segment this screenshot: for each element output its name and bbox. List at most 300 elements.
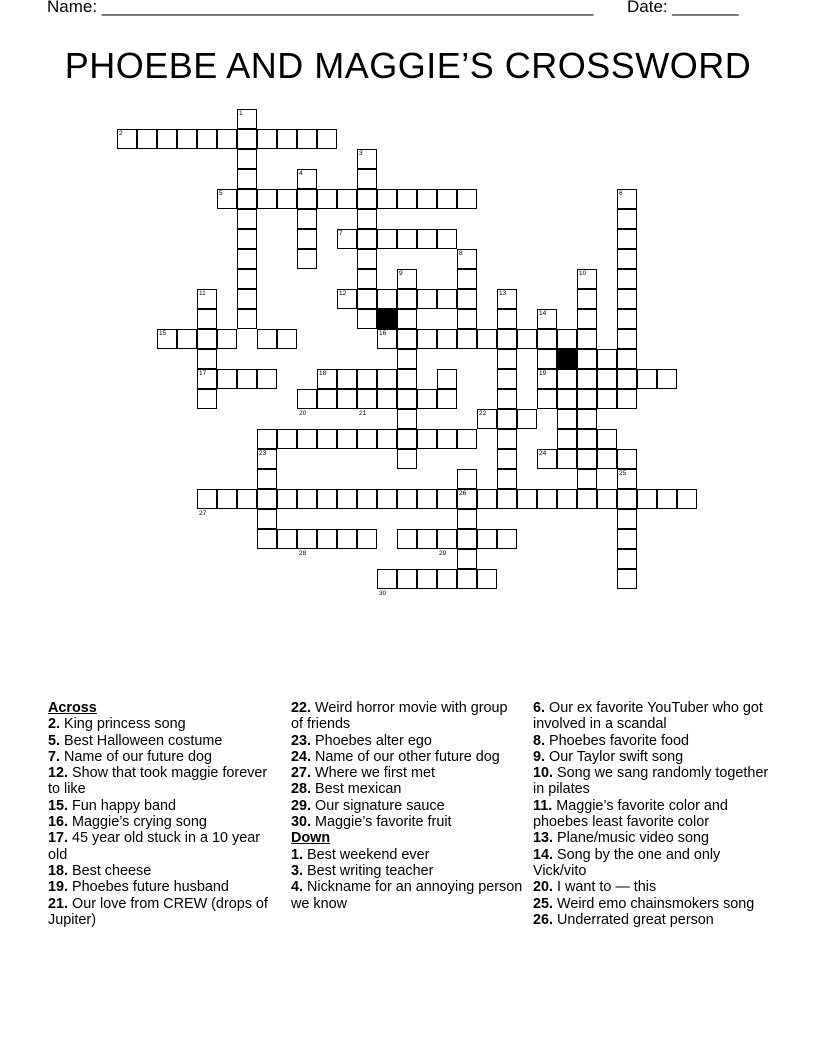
grid-cell[interactable] (357, 369, 377, 389)
grid-cell[interactable] (297, 209, 317, 229)
grid-cell[interactable] (617, 569, 637, 589)
clue-text: I want to — this (557, 879, 657, 896)
grid-cell[interactable] (217, 369, 237, 389)
grid-cell[interactable] (437, 329, 457, 349)
grid-cell[interactable] (577, 369, 597, 389)
grid-cell[interactable] (417, 189, 437, 209)
grid-cell[interactable] (457, 509, 477, 529)
clue-number: 8. (533, 732, 546, 749)
grid-cell[interactable] (337, 529, 357, 549)
grid-cell[interactable] (357, 309, 377, 329)
clue-number: 18. (48, 862, 69, 879)
grid-cell[interactable] (537, 329, 557, 349)
grid-cell[interactable] (237, 189, 257, 209)
grid-cell[interactable] (257, 329, 277, 349)
clue-item (291, 700, 523, 733)
grid-cell[interactable] (457, 569, 477, 589)
grid-cell[interactable] (357, 429, 377, 449)
grid-cell[interactable] (637, 369, 657, 389)
clue-number-label: 14 (539, 310, 547, 317)
grid-cell[interactable] (357, 209, 377, 229)
grid-cell[interactable] (617, 369, 637, 389)
grid-cell[interactable] (417, 329, 437, 349)
grid-cell[interactable] (317, 189, 337, 209)
clue-number-label: 5 (219, 190, 223, 197)
grid-cell[interactable] (377, 429, 397, 449)
grid-cell[interactable] (417, 229, 437, 249)
grid-cell[interactable] (557, 369, 577, 389)
grid-cell[interactable] (577, 489, 597, 509)
grid-cell[interactable] (597, 349, 617, 369)
grid-cell[interactable] (397, 229, 417, 249)
grid-cell[interactable] (237, 149, 257, 169)
grid-cell[interactable] (337, 429, 357, 449)
grid-cell[interactable] (577, 309, 597, 329)
grid-cell[interactable] (557, 429, 577, 449)
grid-cell[interactable] (457, 289, 477, 309)
grid-cell[interactable] (377, 229, 397, 249)
grid-cell[interactable] (277, 189, 297, 209)
grid-cell[interactable] (217, 129, 237, 149)
clue-number-label: 15 (159, 330, 167, 337)
grid-cell[interactable] (577, 349, 597, 369)
grid-cell[interactable] (277, 489, 297, 509)
grid-cell[interactable] (577, 329, 597, 349)
grid-cell[interactable] (237, 209, 257, 229)
grid-cell[interactable] (257, 509, 277, 529)
clue-number-label: 19 (539, 370, 547, 377)
clue-number: 6. (533, 700, 546, 716)
grid-cell[interactable] (437, 369, 457, 389)
grid-cell[interactable] (497, 329, 517, 349)
clue-text: Name of our other future dog (315, 748, 500, 765)
grid-cell[interactable] (397, 309, 417, 329)
grid-cell[interactable] (477, 569, 497, 589)
clue-item (48, 879, 280, 895)
grid-cell[interactable] (437, 189, 457, 209)
grid-cell[interactable] (237, 169, 257, 189)
grid-cell[interactable] (297, 129, 317, 149)
clue-number: 20. (533, 879, 554, 896)
clue-text: Maggie’s crying song (72, 814, 207, 831)
grid-cell[interactable] (317, 129, 337, 149)
grid-cell[interactable] (217, 489, 237, 509)
clue-number: 26. (533, 911, 554, 928)
clue-item (291, 781, 523, 797)
grid-cell[interactable] (237, 289, 257, 309)
grid-cell[interactable] (357, 269, 377, 289)
clue-item (48, 733, 280, 749)
page-title: PHOEBE AND MAGGIE’S CROSSWORD (64, 45, 752, 86)
clue-number-label: 16 (379, 330, 387, 337)
date-field-line: Date: _______ (627, 0, 739, 16)
grid-cell[interactable] (317, 529, 337, 549)
grid-cell[interactable] (317, 489, 337, 509)
clue-text: Maggie’s favorite fruit (315, 814, 452, 831)
grid-cell[interactable] (457, 469, 477, 489)
clue-number-label: 18 (319, 370, 327, 377)
grid-cell[interactable] (477, 329, 497, 349)
name-field-line: Name: ____________________________________________________ (47, 0, 594, 16)
grid-cell[interactable] (197, 329, 217, 349)
grid-cell[interactable] (357, 189, 377, 209)
clue-number: 17. (48, 830, 69, 847)
grid-cell[interactable] (537, 349, 557, 369)
grid-cell[interactable] (397, 369, 417, 389)
grid-cell[interactable] (437, 429, 457, 449)
grid-cell[interactable] (257, 469, 277, 489)
clue-number-label: 8 (459, 250, 463, 257)
clue-number: 15. (48, 797, 69, 814)
clue-number: 25. (533, 895, 554, 912)
grid-cell[interactable] (257, 489, 277, 509)
grid-cell[interactable] (197, 349, 217, 369)
clue-text: Nickname for an annoying person we know (291, 879, 523, 912)
grid-cell[interactable] (297, 429, 317, 449)
grid-cell[interactable] (417, 489, 437, 509)
grid-cell[interactable] (517, 489, 537, 509)
grid-cell[interactable] (297, 249, 317, 269)
clue-number: 21. (48, 895, 69, 912)
clue-number-label: 12 (339, 290, 347, 297)
grid-cell[interactable] (337, 489, 357, 509)
clue-number-label: 27 (199, 510, 207, 517)
grid-cell[interactable] (197, 309, 217, 329)
grid-cell[interactable] (577, 449, 597, 469)
grid-cell[interactable] (297, 229, 317, 249)
grid-cell[interactable] (297, 389, 317, 409)
clue-text: Song we sang randomly together in pilates (533, 765, 769, 798)
grid-cell[interactable] (497, 349, 517, 369)
clue-number-label: 25 (619, 470, 627, 477)
grid-cell[interactable] (417, 289, 437, 309)
clue-number-label: 10 (579, 270, 587, 277)
clue-text: Weird horror movie with group of friends (291, 700, 508, 733)
clue-item (48, 765, 280, 798)
clue-text: Our ex favorite YouTuber who got involved in a scandal (533, 700, 763, 733)
grid-cell[interactable] (337, 369, 357, 389)
grid-cell[interactable] (617, 209, 637, 229)
clue-item (48, 814, 280, 830)
clue-number: 24. (291, 748, 312, 765)
clue-number: 1. (291, 846, 304, 863)
grid-cell[interactable] (497, 449, 517, 469)
clue-number-label: 20 (299, 410, 307, 417)
grid-cell[interactable] (417, 429, 437, 449)
grid-cell[interactable] (437, 569, 457, 589)
clue-number: 27. (291, 765, 312, 782)
grid-cell[interactable] (397, 529, 417, 549)
grid-cell[interactable] (397, 329, 417, 349)
clue-item (533, 879, 773, 895)
grid-cell[interactable] (277, 329, 297, 349)
clue-text: Best mexican (315, 781, 402, 798)
clue-number-label: 6 (619, 190, 623, 197)
grid-cell[interactable] (377, 369, 397, 389)
grid-cell[interactable] (357, 389, 377, 409)
grid-cell[interactable] (277, 429, 297, 449)
grid-cell[interactable] (357, 249, 377, 269)
grid-cell[interactable] (577, 289, 597, 309)
grid-cell[interactable] (557, 389, 577, 409)
grid-cell[interactable] (437, 389, 457, 409)
grid-cell[interactable] (577, 409, 597, 429)
grid-cell[interactable] (437, 489, 457, 509)
grid-cell[interactable] (397, 389, 417, 409)
clue-item (48, 716, 280, 732)
grid-cell[interactable] (617, 449, 637, 469)
grid-cell[interactable] (457, 549, 477, 569)
grid-cell[interactable] (297, 189, 317, 209)
clue-number-label: 26 (459, 490, 467, 497)
clue-number-label: 28 (299, 550, 307, 557)
clue-number-label: 4 (299, 170, 303, 177)
grid-cell[interactable] (377, 569, 397, 589)
clue-text: Plane/music video song (557, 830, 710, 847)
grid-cell[interactable] (437, 529, 457, 549)
clue-item (48, 749, 280, 765)
clue-text: Where we first met (315, 765, 435, 782)
grid-cell[interactable] (497, 429, 517, 449)
grid-cell[interactable] (337, 389, 357, 409)
grid-cell[interactable] (597, 449, 617, 469)
grid-cell[interactable] (357, 489, 377, 509)
grid-cell[interactable] (257, 369, 277, 389)
grid-cell[interactable] (377, 289, 397, 309)
grid-cell[interactable] (617, 249, 637, 269)
grid-cell[interactable] (377, 389, 397, 409)
clue-text: Song by the one and only Vick/vito (533, 846, 721, 879)
clue-number: 12. (48, 765, 69, 782)
clue-number: 3. (291, 862, 304, 879)
grid-cell[interactable] (557, 409, 577, 429)
grid-cell[interactable] (257, 129, 277, 149)
grid-cell[interactable] (317, 429, 337, 449)
grid-cell[interactable] (177, 329, 197, 349)
grid-cell[interactable] (397, 409, 417, 429)
clues-column-1 (48, 700, 280, 928)
grid-cell[interactable] (197, 129, 217, 149)
grid-cell[interactable] (597, 369, 617, 389)
grid-cell[interactable] (577, 429, 597, 449)
grid-cell[interactable] (397, 569, 417, 589)
clue-item (291, 879, 523, 912)
grid-cell[interactable] (677, 489, 697, 509)
clue-text: Fun happy band (72, 797, 177, 814)
clue-number-label: 1 (239, 110, 243, 117)
grid-cell[interactable] (197, 489, 217, 509)
grid-cell[interactable] (597, 429, 617, 449)
grid-cell[interactable] (397, 489, 417, 509)
clue-number-label: 17 (199, 370, 207, 377)
clue-number: 2. (48, 716, 61, 733)
grid-cell[interactable] (597, 389, 617, 409)
clue-number-label: 13 (499, 290, 507, 297)
section-heading-across: Across (48, 700, 97, 716)
clue-number: 7. (48, 748, 61, 765)
clue-number: 29. (291, 797, 312, 814)
grid-black-cell (557, 349, 577, 369)
grid-cell[interactable] (237, 249, 257, 269)
clue-item (533, 700, 773, 733)
grid-cell[interactable] (257, 429, 277, 449)
clue-number: 16. (48, 814, 69, 831)
grid-cell[interactable] (557, 489, 577, 509)
grid-cell[interactable] (497, 309, 517, 329)
grid-cell[interactable] (237, 309, 257, 329)
grid-cell[interactable] (457, 529, 477, 549)
grid-cell[interactable] (497, 529, 517, 549)
clue-item (291, 765, 523, 781)
grid-cell[interactable] (277, 529, 297, 549)
grid-cell[interactable] (497, 369, 517, 389)
clue-text: Best cheese (72, 862, 152, 879)
clue-item (48, 830, 280, 863)
clue-number-label: 11 (199, 290, 206, 297)
grid-cell[interactable] (337, 189, 357, 209)
clue-number: 30. (291, 814, 312, 831)
clue-text: Best weekend ever (307, 846, 430, 863)
grid-cell[interactable] (237, 269, 257, 289)
grid-cell[interactable] (137, 129, 157, 149)
clue-number: 23. (291, 732, 312, 749)
grid-cell[interactable] (617, 389, 637, 409)
grid-cell[interactable] (397, 449, 417, 469)
grid-cell[interactable] (237, 369, 257, 389)
grid-cell[interactable] (257, 189, 277, 209)
grid-cell[interactable] (617, 509, 637, 529)
clue-item (291, 733, 523, 749)
grid-cell[interactable] (357, 289, 377, 309)
clue-text: Phoebes alter ego (315, 732, 432, 749)
clue-text: Best writing teacher (307, 862, 434, 879)
grid-cell[interactable] (457, 189, 477, 209)
grid-cell[interactable] (537, 389, 557, 409)
grid-cell[interactable] (157, 129, 177, 149)
clue-item (533, 830, 773, 846)
grid-cell[interactable] (457, 329, 477, 349)
grid-cell[interactable] (237, 489, 257, 509)
grid-cell[interactable] (597, 489, 617, 509)
grid-cell[interactable] (417, 389, 437, 409)
clue-text: Maggie’s favorite color and phoebes least favorite color (533, 797, 728, 831)
grid-cell[interactable] (217, 329, 237, 349)
grid-cell[interactable] (477, 529, 497, 549)
grid-cell[interactable] (537, 489, 557, 509)
grid-cell[interactable] (557, 329, 577, 349)
grid-cell[interactable] (497, 409, 517, 429)
clue-number-label: 22 (479, 410, 487, 417)
grid-cell[interactable] (257, 529, 277, 549)
clue-item (291, 814, 523, 830)
grid-cell[interactable] (617, 529, 637, 549)
grid-cell[interactable] (617, 309, 637, 329)
clue-text: 45 year old stuck in a 10 year old (48, 830, 261, 863)
grid-cell[interactable] (617, 269, 637, 289)
grid-cell[interactable] (297, 529, 317, 549)
grid-cell[interactable] (197, 389, 217, 409)
grid-cell[interactable] (417, 569, 437, 589)
grid-cell[interactable] (617, 289, 637, 309)
grid-cell[interactable] (397, 189, 417, 209)
clue-number-label: 30 (379, 590, 387, 597)
clue-number: 5. (48, 732, 61, 749)
clue-number: 22. (291, 700, 312, 716)
clue-number-label: 3 (359, 150, 363, 157)
clue-item (291, 847, 523, 863)
grid-cell[interactable] (617, 329, 637, 349)
grid-cell[interactable] (397, 289, 417, 309)
clue-number: 14. (533, 846, 554, 863)
grid-cell[interactable] (457, 269, 477, 289)
grid-cell[interactable] (237, 129, 257, 149)
grid-cell[interactable] (437, 289, 457, 309)
grid-cell[interactable] (317, 389, 337, 409)
clue-text: Phoebes favorite food (549, 732, 690, 749)
grid-cell[interactable] (557, 449, 577, 469)
clue-item (533, 749, 773, 765)
clue-number: 28. (291, 781, 312, 798)
clue-item (533, 847, 773, 880)
grid-cell[interactable] (397, 429, 417, 449)
grid-black-cell (377, 309, 397, 329)
grid-cell[interactable] (457, 309, 477, 329)
grid-cell[interactable] (397, 349, 417, 369)
clue-number-label: 29 (439, 550, 447, 557)
grid-cell[interactable] (577, 389, 597, 409)
grid-cell[interactable] (357, 529, 377, 549)
grid-cell[interactable] (577, 469, 597, 489)
grid-cell[interactable] (497, 489, 517, 509)
grid-cell[interactable] (497, 389, 517, 409)
grid-cell[interactable] (637, 489, 657, 509)
clue-number-label: 9 (399, 270, 403, 277)
clue-number-label: 21 (359, 410, 367, 417)
grid-cell[interactable] (277, 129, 297, 149)
grid-cell[interactable] (357, 169, 377, 189)
grid-cell[interactable] (517, 329, 537, 349)
clue-number-label: 7 (339, 230, 343, 237)
grid-cell[interactable] (437, 229, 457, 249)
grid-cell[interactable] (617, 549, 637, 569)
grid-cell[interactable] (657, 489, 677, 509)
grid-cell[interactable] (517, 409, 537, 429)
clue-text: Our signature sauce (315, 797, 445, 814)
grid-cell[interactable] (657, 369, 677, 389)
clue-item (533, 912, 773, 928)
grid-cell[interactable] (617, 349, 637, 369)
clue-text: Best Halloween costume (64, 732, 223, 749)
clue-text: King princess song (64, 716, 186, 733)
grid-cell[interactable] (177, 129, 197, 149)
clue-text: Phoebes future husband (72, 879, 229, 896)
grid-cell[interactable] (237, 229, 257, 249)
grid-cell[interactable] (297, 489, 317, 509)
grid-cell[interactable] (357, 229, 377, 249)
grid-cell[interactable] (497, 469, 517, 489)
grid-cell[interactable] (377, 189, 397, 209)
clue-item (533, 765, 773, 798)
grid-cell[interactable] (477, 489, 497, 509)
clue-item (533, 733, 773, 749)
clue-item (533, 798, 773, 831)
grid-cell[interactable] (457, 429, 477, 449)
grid-cell[interactable] (377, 489, 397, 509)
clue-item (291, 863, 523, 879)
grid-cell[interactable] (617, 489, 637, 509)
grid-cell[interactable] (617, 229, 637, 249)
grid-cell[interactable] (417, 529, 437, 549)
